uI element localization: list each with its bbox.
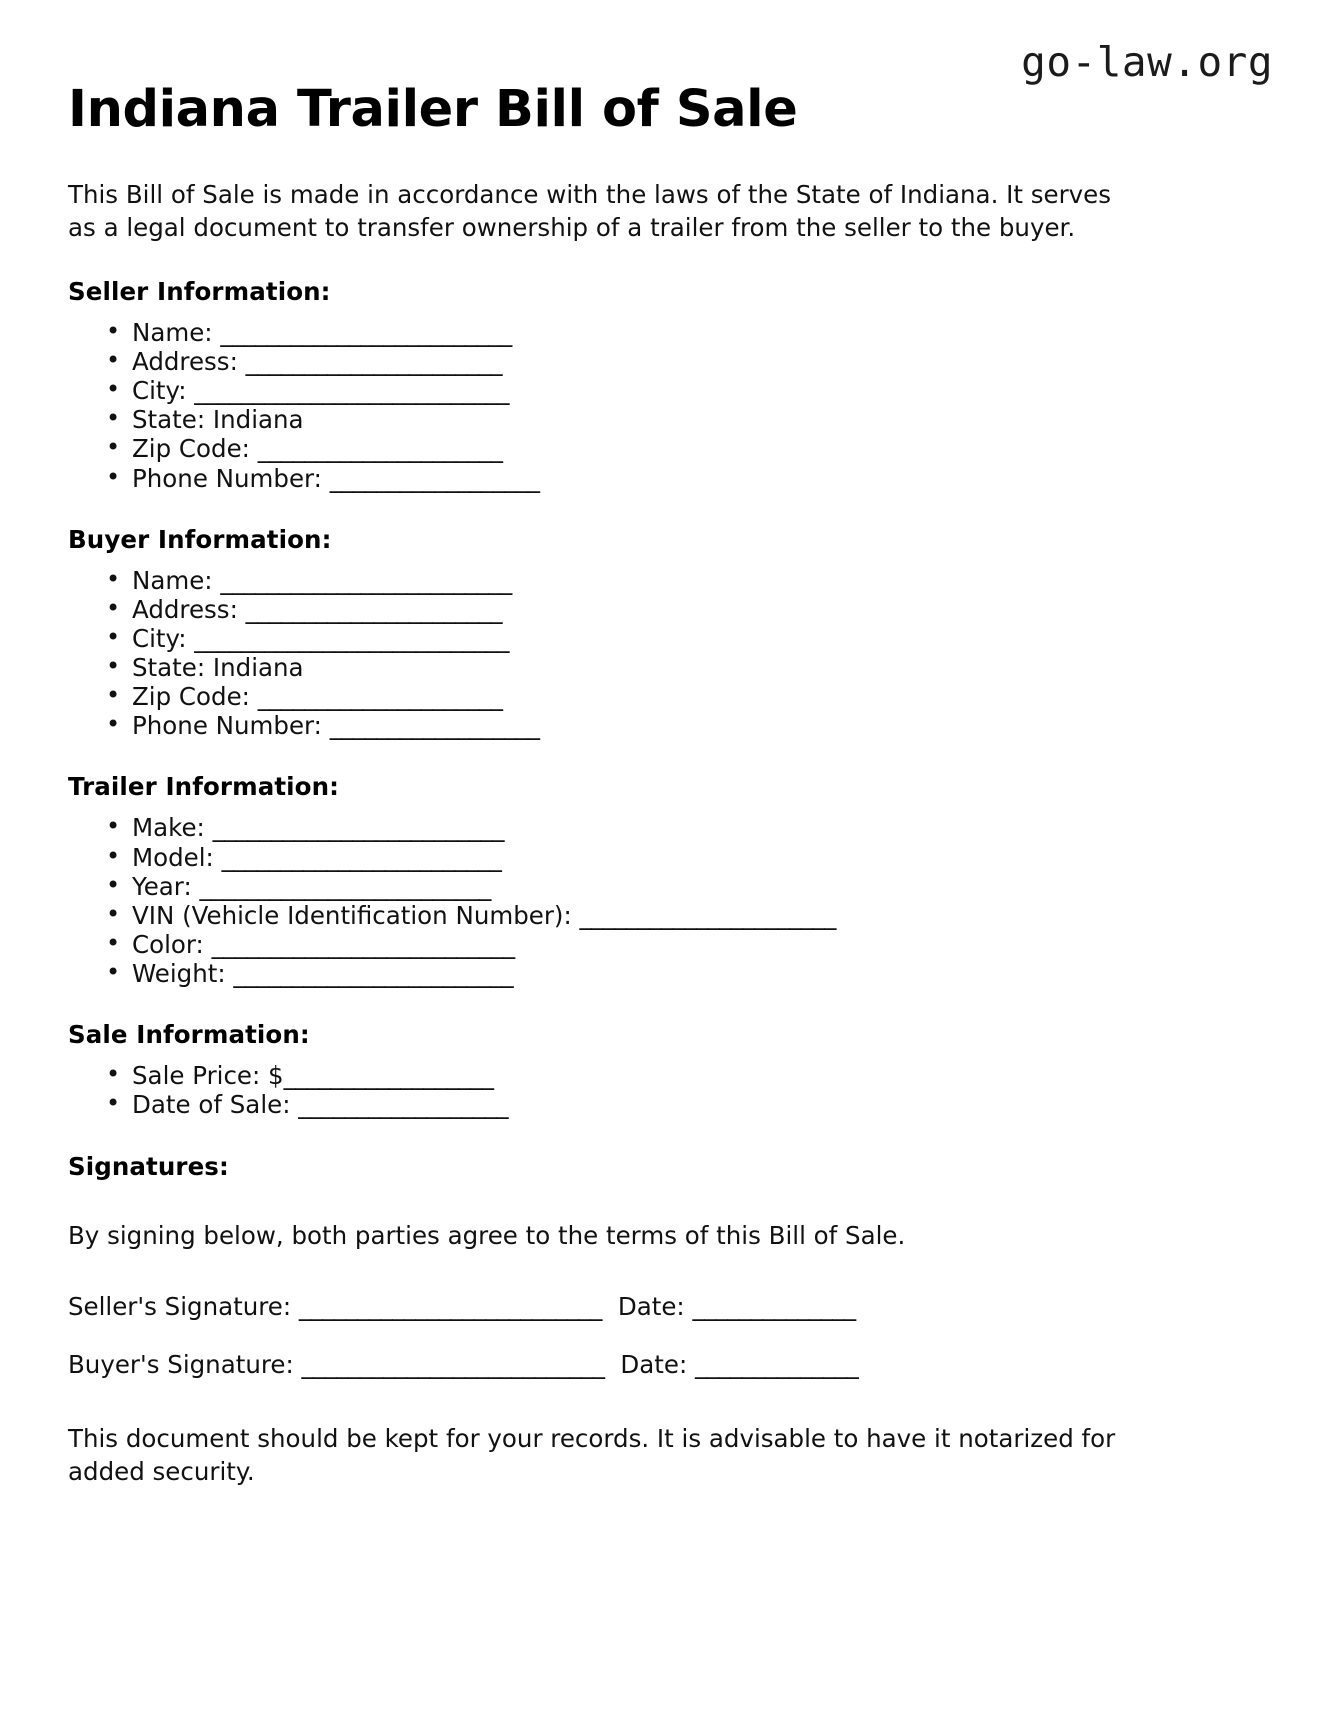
field-blank[interactable]: ________________________ [221, 842, 502, 872]
field-blank[interactable]: _________________________ [199, 871, 491, 901]
field-label: Address: [132, 594, 238, 624]
site-logo: go-law.org [1021, 38, 1273, 86]
field-blank[interactable]: __________________ [283, 1061, 494, 1091]
list-item [106, 959, 1267, 988]
field-label: Model: [132, 842, 214, 872]
field-label: Address: [132, 346, 238, 376]
sale-fields-list [68, 1061, 1267, 1119]
field-blank[interactable]: _________________________ [220, 565, 512, 595]
field-blank[interactable]: __________________ [298, 1090, 508, 1120]
list-item [106, 434, 1267, 463]
field-label: Make: [132, 813, 205, 843]
list-item [106, 843, 1267, 872]
list-item [106, 930, 1267, 959]
list-item [106, 1090, 1267, 1119]
closing-note: This document should be kept for your records. It is advisable to have it notarized for added security. [68, 1423, 1116, 1487]
section-heading-trailer: Trailer Information: [68, 772, 340, 802]
section-heading-sale: Sale Information: [68, 1020, 310, 1050]
field-blank[interactable]: _________________________ [212, 813, 504, 843]
list-item [106, 405, 1267, 434]
field-label: Zip Code: [132, 434, 250, 464]
buyer-signature-label: Buyer's Signature: [68, 1350, 294, 1380]
list-item [106, 376, 1267, 405]
list-item [106, 813, 1267, 842]
list-item [106, 872, 1267, 901]
list-item [106, 901, 1267, 930]
field-label: Zip Code: [132, 682, 250, 712]
field-label: City: [132, 623, 187, 653]
buyer-fields-list [68, 566, 1267, 741]
field-blank[interactable]: ______________________ [245, 346, 502, 376]
list-item [106, 595, 1267, 624]
list-item [106, 653, 1267, 682]
field-blank[interactable]: ______________________ [245, 594, 502, 624]
field-blank[interactable]: ________________________ [233, 959, 514, 989]
section-heading-signatures: Signatures: [68, 1151, 229, 1181]
field-label: State: Indiana [132, 405, 304, 435]
field-label: Phone Number: [132, 711, 322, 741]
list-item [106, 347, 1267, 376]
field-label: Color: [132, 930, 204, 960]
list-item [106, 711, 1267, 740]
seller-signature-row [68, 1292, 1267, 1321]
field-label: Sale Price: $ [132, 1061, 284, 1091]
field-label: Year: [132, 871, 192, 901]
field-blank[interactable]: ______________________ [579, 900, 836, 930]
list-item [106, 1061, 1267, 1090]
field-blank[interactable]: ___________________________ [194, 376, 509, 406]
field-blank[interactable]: _____________________ [257, 434, 503, 464]
seller-date-label: Date: [617, 1291, 685, 1321]
field-label: City: [132, 376, 187, 406]
page-title: Indiana Trailer Bill of Sale [68, 80, 798, 139]
field-blank[interactable]: _________________________ [220, 317, 512, 347]
seller-date-blank[interactable]: ______________ [692, 1291, 856, 1321]
list-item [106, 566, 1267, 595]
buyer-date-label: Date: [620, 1350, 688, 1380]
field-label: Weight: [132, 959, 226, 989]
field-blank[interactable]: __________________ [329, 463, 540, 493]
list-item [106, 318, 1267, 347]
field-blank[interactable]: _____________________ [257, 682, 503, 712]
field-blank[interactable]: __________________ [329, 711, 540, 741]
section-heading-buyer: Buyer Information: [68, 524, 332, 554]
field-label: Name: [132, 565, 213, 595]
intro-paragraph: This Bill of Sale is made in accordance with the laws of the State of Indiana. It serves as a legal document to transfer ownership of a trailer from the seller to the buyer. [68, 180, 1112, 243]
list-item [106, 464, 1267, 493]
field-blank[interactable]: __________________________ [211, 930, 515, 960]
buyer-date-blank[interactable]: ______________ [695, 1350, 859, 1380]
list-item [106, 682, 1267, 711]
signature-agreement-text: By signing below, both parties agree to the terms of this Bill of Sale. [68, 1220, 906, 1250]
field-label: Phone Number: [132, 463, 322, 493]
field-label: Name: [132, 317, 213, 347]
seller-signature-blank[interactable]: __________________________ [298, 1291, 602, 1321]
buyer-signature-row [68, 1350, 1267, 1379]
trailer-fields-list [68, 813, 1267, 988]
seller-signature-label: Seller's Signature: [68, 1291, 292, 1321]
list-item [106, 624, 1267, 653]
section-heading-seller: Seller Information: [68, 276, 331, 306]
buyer-signature-blank[interactable]: __________________________ [301, 1350, 605, 1380]
field-label: VIN (Vehicle Identification Number): [132, 900, 572, 930]
field-blank[interactable]: ___________________________ [194, 623, 509, 653]
field-label: State: Indiana [132, 653, 304, 683]
seller-fields-list [68, 318, 1267, 493]
field-label: Date of Sale: [132, 1090, 291, 1120]
